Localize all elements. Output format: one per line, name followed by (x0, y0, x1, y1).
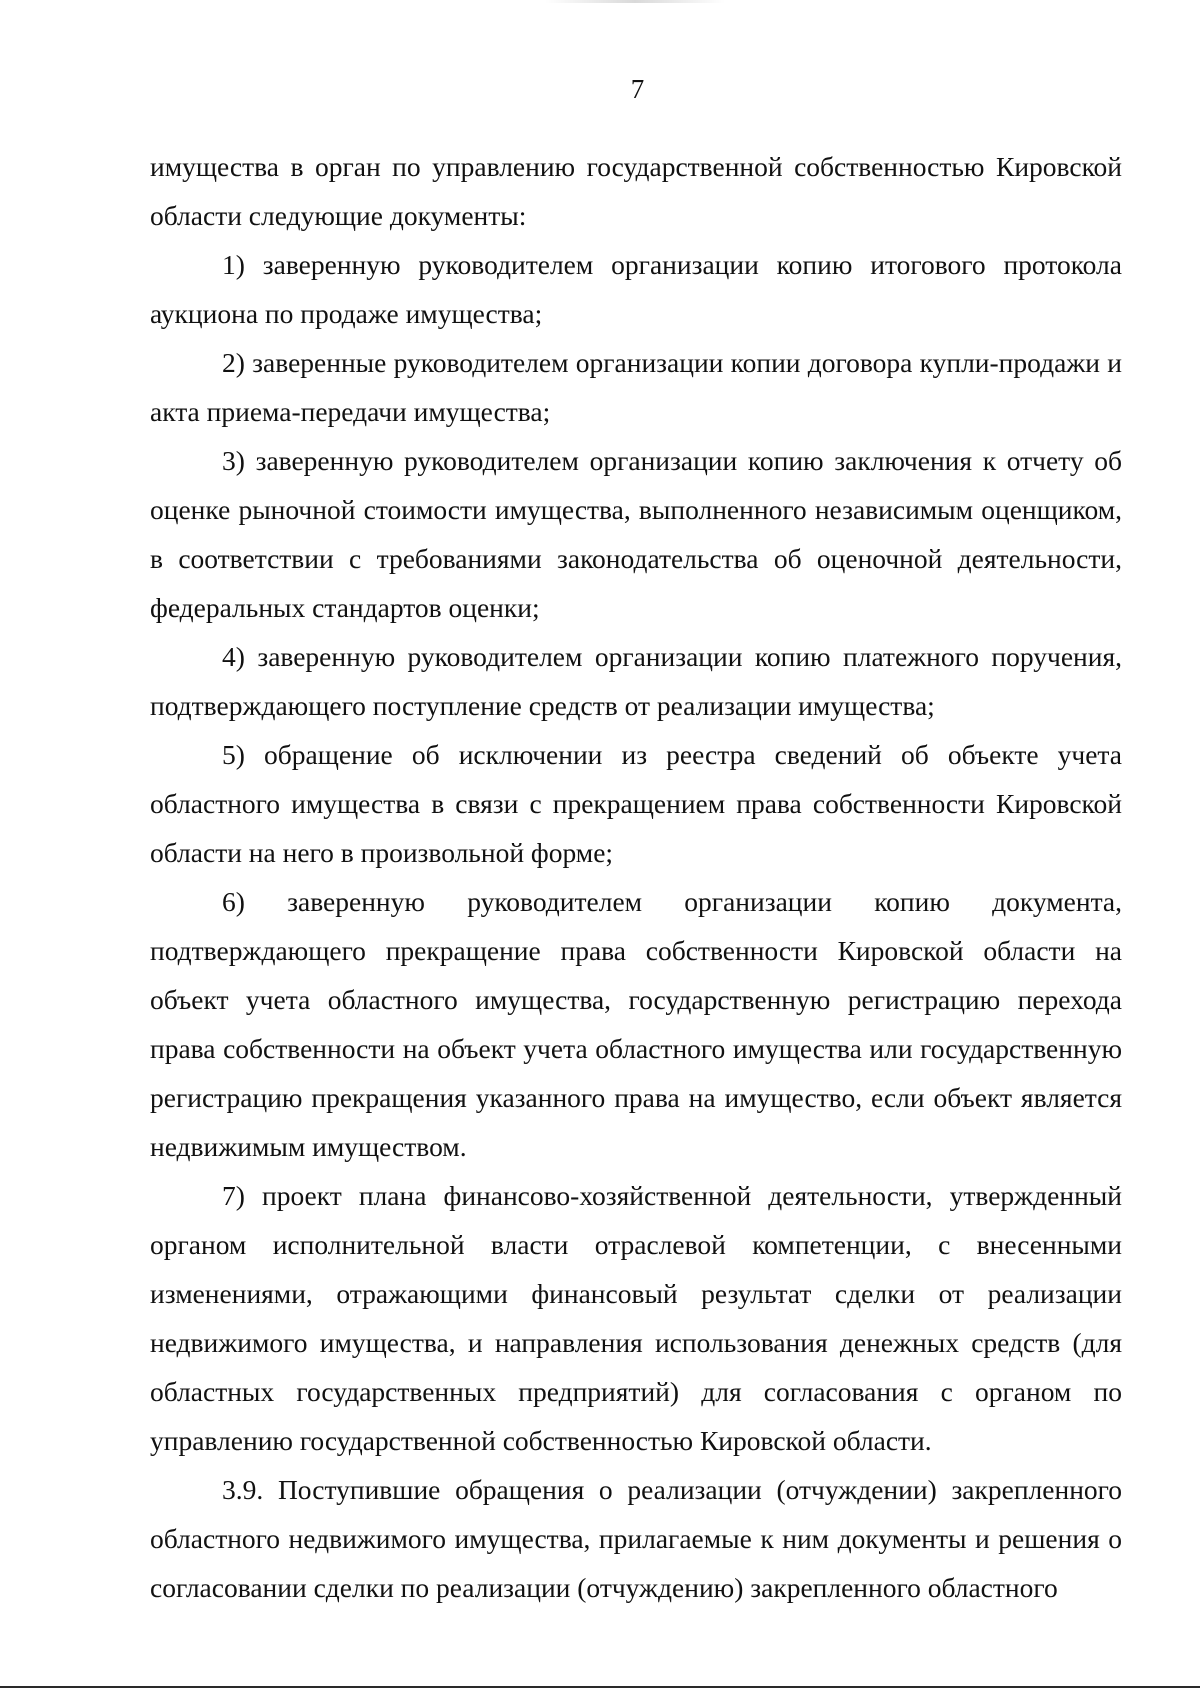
document-body (150, 142, 1122, 1612)
list-item-7: 7) проект плана финансово-хозяйственной деятельности, утвержденный органом исполнительной власти отраслевой компетенции, с внесенными изменениями, отражающими финансовый результат сделки от реализации недвижимого имущества, и направления использования денежных средств (для областных государственных предприятий) для согласования с органом по управлению государственной собственностью Кировской области. (150, 1180, 1122, 1456)
list-item-2: 2) заверенные руководителем организации копии договора купли-продажи и акта приема-передачи имущества; (150, 347, 1122, 427)
list-item-5: 5) обращение об исключении из реестра сведений об объекте учета областного имущества в связи с прекращением права собственности Кировской области на него в произвольной форме; (150, 739, 1122, 868)
list-item-4: 4) заверенную руководителем организации копию платежного поручения, подтверждающего поступление средств от реализации имущества; (150, 641, 1122, 721)
section-3-9-paragraph: 3.9. Поступившие обращения о реализации (отчуждении) закрепленного областного недвижимого имущества, прилагаемые к ним документы и решения о согласовании сделки по реализации (отчуждению) закрепленного областного (150, 1474, 1122, 1603)
paragraph-continuation: имущества в орган по управлению государственной собственностью Кировской области следующие документы: (150, 151, 1122, 231)
scan-artifact (545, 0, 725, 3)
list-item-1: 1) заверенную руководителем организации копию итогового протокола аукциона по продаже имущества; (150, 249, 1122, 329)
list-item-6: 6) заверенную руководителем организации копию документа, подтверждающего прекращение права собственности Кировской области на объект учета областного имущества, государственную регистрацию перехода права собственности на объект учета областного имущества или государственную регистрацию прекращения указанного права на имущество, если объект является недвижимым имуществом. (150, 886, 1122, 1162)
page-bottom-edge (0, 1686, 1200, 1688)
page-number: 7 (630, 74, 645, 104)
list-item-3: 3) заверенную руководителем организации копию заключения к отчету об оценке рыночной стоимости имущества, выполненного независимым оценщиком, в соответствии с требованиями законодательства об оценочной деятельности, федеральных стандартов оценки; (150, 445, 1122, 623)
